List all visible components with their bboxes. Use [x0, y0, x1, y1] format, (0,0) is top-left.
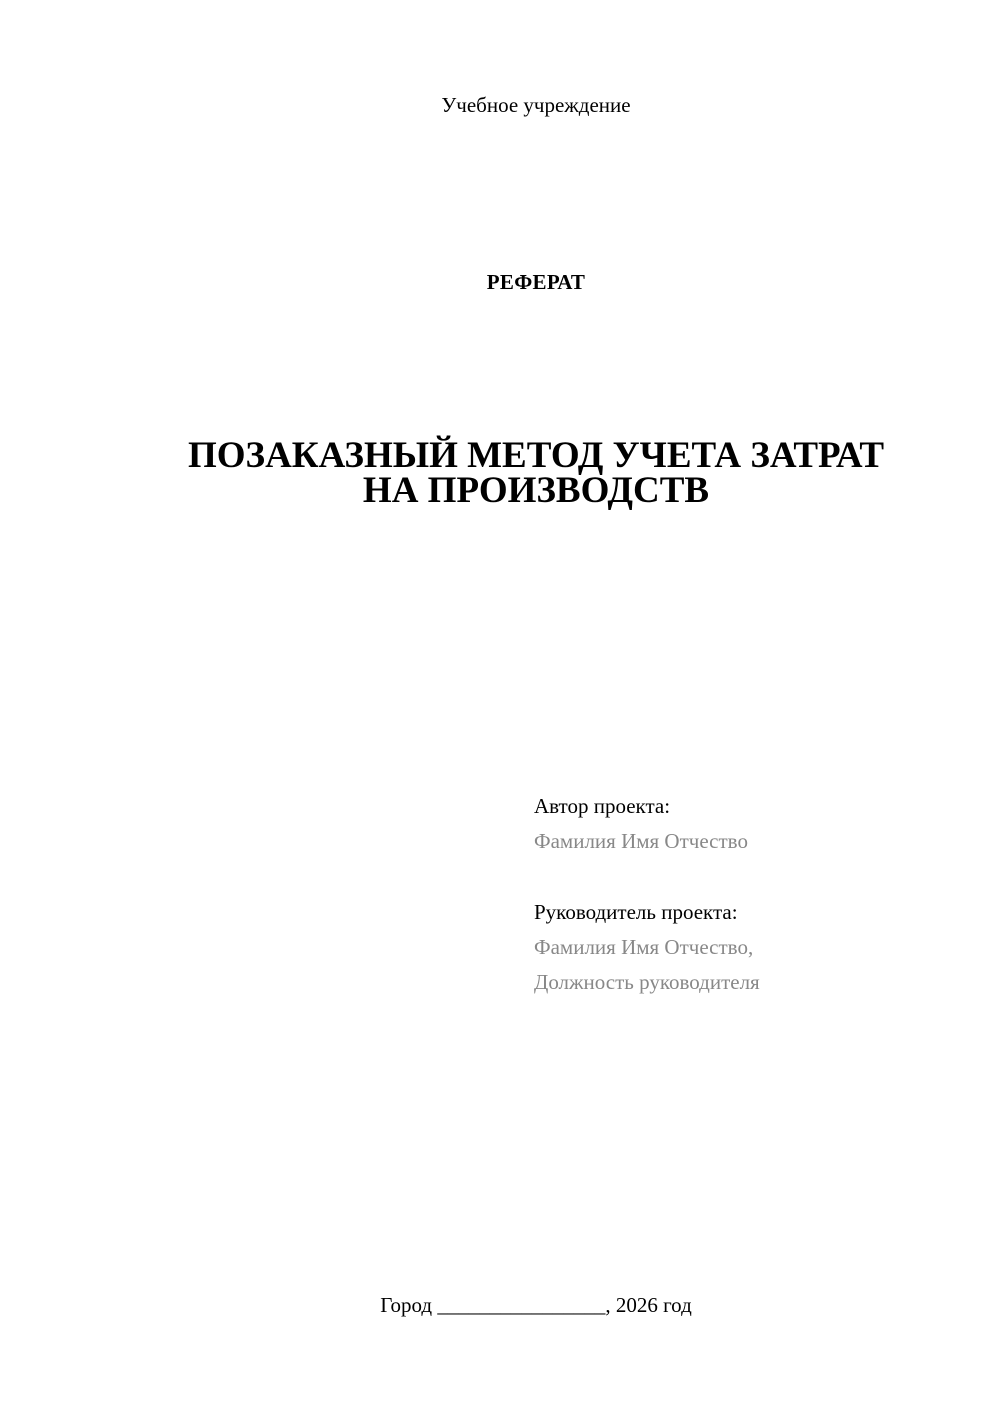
supervisor-name: Фамилия Имя Отчество,	[534, 935, 754, 959]
title-line-2: НА ПРОИЗВОДСТВ	[362, 470, 710, 511]
author-label: Автор проекта:	[534, 794, 671, 818]
supervisor-label: Руководитель проекта:	[534, 900, 738, 924]
document-title	[0, 435, 1000, 511]
project-info	[534, 789, 760, 1000]
document-type: РЕФЕРАТ	[486, 270, 586, 294]
title-line-1: ПОЗАКАЗНЫЙ МЕТОД УЧЕТА ЗАТРАТ	[187, 435, 885, 476]
institution-name: Учебное учреждение	[441, 93, 631, 117]
info-spacer	[534, 859, 760, 895]
author-name: Фамилия Имя Отчество	[534, 829, 748, 853]
city-year-footer: Город ________________, 2026 год	[380, 1293, 692, 1317]
supervisor-position: Должность руководителя	[534, 970, 760, 994]
